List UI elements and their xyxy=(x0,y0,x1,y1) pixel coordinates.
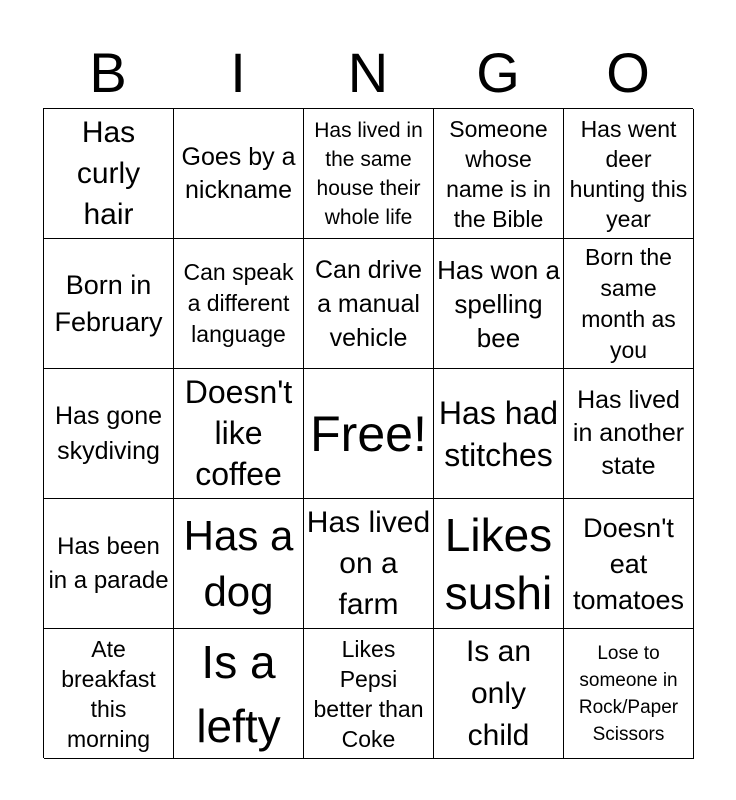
cell-text: Has lived in the same house their whole life xyxy=(314,118,423,229)
cell-text: Has been in a parade xyxy=(48,532,169,594)
bingo-cell[interactable] xyxy=(434,109,564,239)
bingo-cell[interactable] xyxy=(564,369,694,499)
cell-text: Likes Pepsi better than Coke xyxy=(313,635,424,752)
cell-text: Has had stitches xyxy=(438,394,559,473)
bingo-cell[interactable] xyxy=(564,109,694,239)
bingo-cell[interactable] xyxy=(564,499,694,629)
cell-text: Has gone skydiving xyxy=(54,401,163,465)
header-letter-g: G xyxy=(476,41,520,104)
cell-text: Has a dog xyxy=(183,511,294,615)
bingo-cell[interactable] xyxy=(44,369,174,499)
bingo-cell[interactable] xyxy=(44,239,174,369)
bingo-header xyxy=(43,40,693,106)
cell-text: Doesn't eat tomatoes xyxy=(572,512,685,615)
bingo-cell[interactable] xyxy=(174,109,304,239)
bingo-cell[interactable] xyxy=(44,499,174,629)
bingo-cell[interactable] xyxy=(304,499,434,629)
cell-text: Goes by a nickname xyxy=(181,142,296,204)
bingo-cell[interactable] xyxy=(434,629,564,759)
bingo-cell[interactable] xyxy=(174,369,304,499)
bingo-cell[interactable] xyxy=(304,369,434,499)
cell-text: Doesn't like coffee xyxy=(184,374,293,492)
cell-text: Likes sushi xyxy=(444,508,553,619)
bingo-cell[interactable] xyxy=(434,499,564,629)
bingo-cell[interactable] xyxy=(174,629,304,759)
bingo-cell[interactable] xyxy=(434,239,564,369)
free-space-text: Free! xyxy=(310,405,427,462)
cell-text: Has curly hair xyxy=(76,116,141,231)
cell-text: Has lived in another state xyxy=(572,386,685,480)
cell-text: Born the same month as you xyxy=(581,243,676,363)
bingo-cell[interactable] xyxy=(304,629,434,759)
bingo-cell[interactable] xyxy=(44,109,174,239)
cell-text: Is a lefty xyxy=(196,635,281,752)
bingo-cell[interactable] xyxy=(174,499,304,629)
cell-text: Has went deer hunting this year xyxy=(569,115,688,232)
bingo-cell[interactable] xyxy=(174,239,304,369)
bingo-cell[interactable] xyxy=(304,239,434,369)
cell-text: Can speak a different language xyxy=(183,259,294,347)
header-letter-n: N xyxy=(347,41,389,104)
cell-text: Has lived on a farm xyxy=(306,506,431,621)
bingo-cell[interactable] xyxy=(564,629,694,759)
cell-text: Born in February xyxy=(54,269,163,337)
header-letter-b: B xyxy=(89,41,127,104)
cell-text: Has won a spelling bee xyxy=(437,254,560,353)
header-letter-i: I xyxy=(230,41,246,104)
cell-text: Lose to someone in Rock/Paper Scissors xyxy=(578,642,679,745)
cell-text: Is an only child xyxy=(465,634,532,752)
header-letter-o: O xyxy=(606,41,650,104)
bingo-board xyxy=(43,108,693,758)
bingo-cell[interactable] xyxy=(434,369,564,499)
cell-text: Ate breakfast this morning xyxy=(61,635,156,752)
cell-text: Can drive a manual vehicle xyxy=(315,255,422,352)
bingo-cell[interactable] xyxy=(44,629,174,759)
bingo-cell[interactable] xyxy=(304,109,434,239)
cell-text: Someone whose name is in the Bible xyxy=(446,115,551,232)
bingo-cell[interactable] xyxy=(564,239,694,369)
